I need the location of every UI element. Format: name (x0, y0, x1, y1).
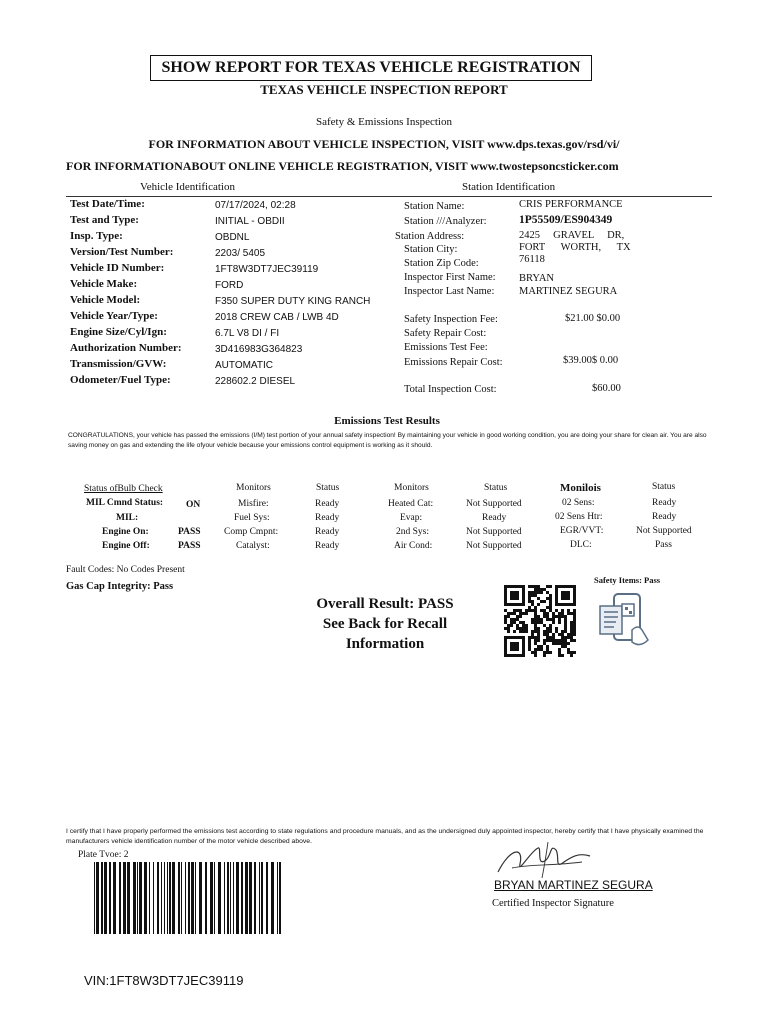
status-header: Status (652, 482, 676, 492)
bulb-label: MIL Cmnd Status: (86, 498, 164, 508)
monitor-header: Monitors (394, 483, 429, 493)
vehicle-value: 1FT8W3DT7JEC39119 (215, 264, 319, 275)
safety-fee-label: Safety Inspection Fee: (404, 314, 498, 325)
station-name-label: Station Name: (404, 201, 465, 212)
monitor-name: Comp Cmpnt: (224, 527, 279, 537)
vehicle-label: Vehicle ID Number: (70, 262, 165, 274)
bulb-label: Engine On: (102, 527, 149, 537)
vehicle-value: OBDNL (215, 232, 250, 243)
emissions-repair-label: Emissions Repair Cost: (404, 357, 503, 368)
vehicle-label: Engine Size/Cyl/Ign: (70, 326, 167, 338)
inspector-name: BRYAN MARTINEZ SEGURA (494, 878, 653, 892)
bulb-check-header: Status ofBulb Check (84, 484, 163, 494)
station-city-label: Station City: (404, 244, 458, 255)
vehicle-value: 3D416983G364823 (215, 344, 303, 355)
station-address-label: Station Address: (395, 231, 465, 242)
info-line-registration: FOR INFORMATIONABOUT ONLINE VEHICLE REGISTRATION, VISIT www.twostepsoncsticker.com (66, 159, 619, 173)
vehicle-label: Authorization Number: (70, 342, 182, 354)
certification-statement: I certify that I have properly performed the emissions test according to state regulations and procedure manuals, and as the undersigned duly appointed inspector, hereby certify that I have physically examined the manufacturers vehicle identification number of the motor vehicle described above. (66, 828, 704, 845)
station-zip: 76118 (519, 254, 545, 265)
vehicle-label: Test Date/Time: (70, 198, 145, 210)
station-identification-heading: Station Identification (462, 181, 556, 193)
bulb-value: PASS (178, 541, 201, 551)
monitor-status: Ready (482, 513, 507, 523)
monitor-name: DLC: (570, 540, 592, 550)
inspection-kind: Safety & Emissions Inspection (316, 116, 452, 128)
overall-result-line: Overall Result: PASS (316, 596, 454, 612)
gas-cap-integrity: Gas Cap Integrity: Pass (66, 581, 174, 592)
total-cost: $60.00 (592, 383, 621, 394)
monitor-name: Heated Cat: (388, 499, 434, 509)
vehicle-label: Test and Type: (70, 214, 139, 226)
bulb-label: Engine Off: (102, 541, 150, 551)
monitor-status: Not Supported (636, 526, 692, 536)
monitor-name: EGR/VVT: (560, 526, 604, 536)
monitor-status: Ready (652, 512, 677, 522)
monitor-header: Monilois (560, 482, 601, 494)
barcode-icon (94, 862, 284, 934)
inspector-last-name: MARTINEZ SEGURA (519, 286, 618, 297)
monitor-status: Ready (315, 541, 340, 551)
safety-items-status: Safety Items: Pass (594, 575, 661, 585)
report-title: SHOW REPORT FOR TEXAS VEHICLE REGISTRATION (150, 55, 592, 81)
phone-document-icon (596, 590, 656, 650)
status-header: Status (484, 483, 508, 493)
station-name: CRIS PERFORMANCE (519, 199, 623, 210)
bulb-label: MIL: (116, 513, 139, 523)
monitor-status: Not Supported (466, 541, 522, 551)
status-header: Status (316, 483, 340, 493)
vehicle-label: Vehicle Make: (70, 278, 138, 290)
station-address: 2425 GRAVEL DR, (519, 230, 625, 241)
monitor-name: Fuel Sys: (234, 513, 270, 523)
vehicle-value: 2203/ 5405 (215, 248, 266, 259)
emissions-message: CONGRATULATIONS, your vehicle has passed the emissions (I/M) test portion of your annual safety inspection! By maintaining your vehicle in good working condition, you are doing your share for clean air. You are also saving money on gas and extending the life ofyour vehicle because your emissions control equipment is working as it should. (68, 432, 707, 449)
vehicle-value: INITIAL - OBDII (215, 216, 285, 227)
safety-repair-label: Safety Repair Cost: (404, 328, 487, 339)
station-zip-label: Station Zip Code: (404, 258, 479, 269)
vehicle-value: AUTOMATIC (215, 360, 273, 371)
station-city: FORT WORTH, TX (519, 242, 631, 253)
total-cost-label: Total Inspection Cost: (404, 384, 497, 395)
report-subtitle: TEXAS VEHICLE INSPECTION REPORT (260, 82, 508, 97)
vehicle-value: 6.7L V8 DI / FI (215, 328, 280, 339)
monitor-status: Ready (652, 498, 677, 508)
vehicle-value: F350 SUPER DUTY KING RANCH (215, 296, 371, 307)
section-divider (66, 196, 712, 197)
vehicle-label: Insp. Type: (70, 230, 123, 242)
monitor-status: Not Supported (466, 527, 522, 537)
monitor-status: Ready (315, 527, 340, 537)
monitor-name: Evap: (400, 513, 423, 523)
signature-icon (490, 838, 600, 882)
vehicle-label: Version/Test Number: (70, 246, 174, 258)
vehicle-value: 07/17/2024, 02:28 (215, 200, 296, 211)
fault-codes: Fault Codes: No Codes Present (66, 565, 185, 575)
overall-result-line: See Back for Recall (322, 616, 448, 632)
inspector-last-label: Inspector Last Name: (404, 286, 495, 297)
vehicle-identification-heading: Vehicle Identification (140, 181, 235, 193)
monitor-name: Catalyst: (236, 541, 270, 551)
vehicle-label: Vehicle Year/Type: (70, 310, 158, 322)
emissions-heading: Emissions Test Results (334, 415, 440, 427)
monitor-status: Pass (655, 540, 672, 550)
vehicle-value: 228602.2 DIESEL (215, 376, 296, 387)
vehicle-label: Vehicle Model: (70, 294, 141, 306)
monitor-name: Air Cond: (394, 541, 433, 551)
monitor-name: 2nd Sys: (396, 527, 429, 537)
station-analyzer: 1P55509/ES904349 (519, 214, 613, 226)
plate-type: Plate Tvoe: 2 (78, 850, 129, 860)
emissions-cost: $39.00$ 0.00 (563, 355, 619, 366)
vin-footer: VIN:1FT8W3DT7JEC39119 (84, 973, 244, 988)
monitor-name: Misfire: (238, 499, 269, 509)
bulb-value: PASS (178, 527, 201, 537)
signature-caption: Certified Inspector Signature (492, 898, 614, 909)
inspector-first-name: BRYAN (519, 273, 555, 284)
info-line-inspection: FOR INFORMATION ABOUT VEHICLE INSPECTION, VISIT www.dps.texas.gov/rsd/vi/ (148, 137, 620, 151)
qr-code-icon[interactable] (504, 585, 576, 657)
emissions-fee-label: Emissions Test Fee: (404, 342, 488, 353)
safety-fee: $21.00 $0.00 (565, 313, 621, 324)
vehicle-value: FORD (215, 280, 244, 291)
vehicle-label: Odometer/Fuel Type: (70, 374, 171, 386)
inspector-first-label: Inspector First Name: (404, 272, 496, 283)
vehicle-label: Transmission/GVW: (70, 358, 167, 370)
station-analyzer-label: Station ///Analyzer: (404, 216, 487, 227)
overall-result-line: Information (345, 636, 425, 652)
monitor-status: Ready (315, 499, 340, 509)
monitor-header: Monitors (236, 483, 271, 493)
overall-result (290, 594, 480, 654)
vehicle-value: 2018 CREW CAB / LWB 4D (215, 312, 339, 323)
monitor-status: Ready (315, 513, 340, 523)
monitor-name: 02 Sens Htr: (555, 512, 603, 522)
monitor-status: Not Supported (466, 499, 522, 509)
monitor-name: 02 Sens: (562, 498, 595, 508)
bulb-value: ON (186, 500, 201, 510)
